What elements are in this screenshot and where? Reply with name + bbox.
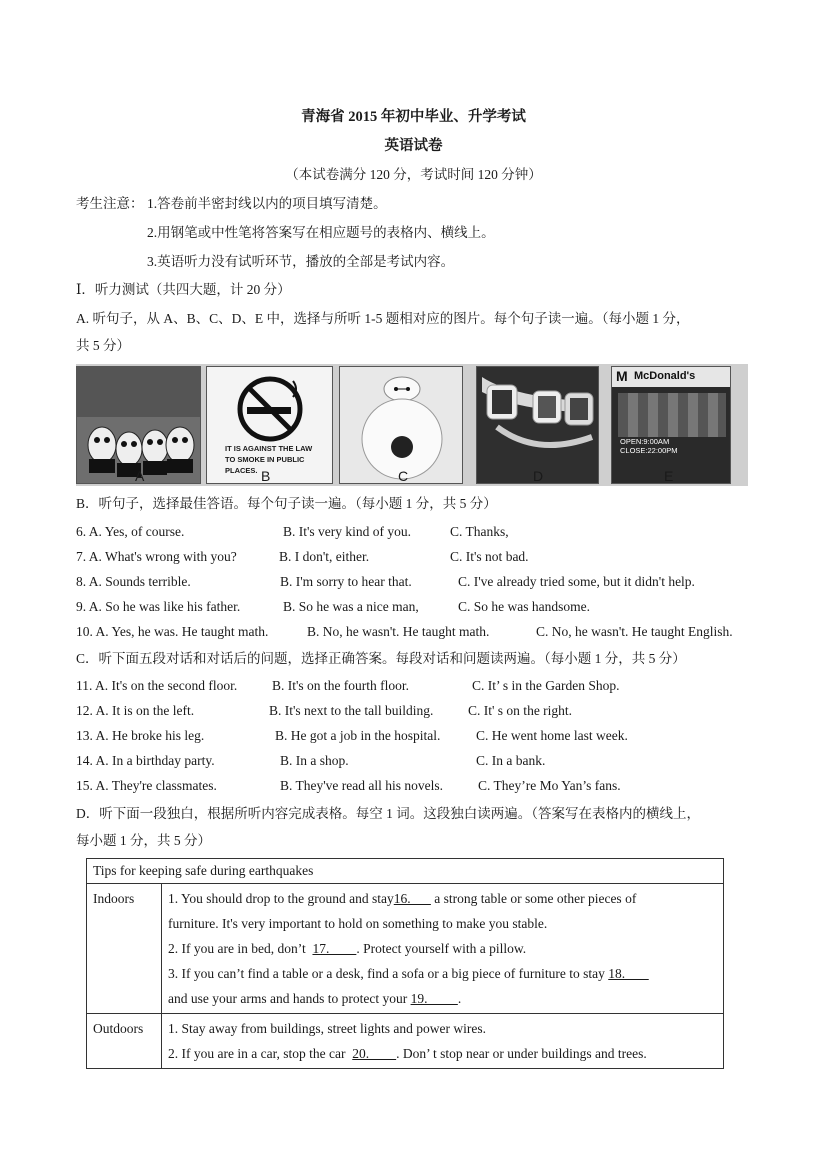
picture-caption-d: D bbox=[533, 468, 544, 484]
picture-caption-b: B bbox=[261, 468, 271, 484]
notice-item: 2.用钢笔或中性笔将答案写在相应题号的表格内、横线上。 bbox=[147, 225, 495, 240]
blank-20[interactable]: 20. bbox=[352, 1046, 397, 1061]
tip-line: furniture. It's very important to hold on something to make you stable. bbox=[168, 916, 548, 931]
question-option: C. No, he wasn't. He taught English. bbox=[536, 624, 733, 639]
sectionB-instructions: B．听句子，选择最佳答语。每个句子读一遍。（每小题 1 分，共 5 分） bbox=[76, 496, 497, 511]
open-time: OPEN:9:00AM bbox=[620, 437, 670, 446]
storefront-windows bbox=[618, 393, 726, 437]
question-option: C. In a bank. bbox=[476, 753, 546, 768]
question-option: C. He went home last week. bbox=[476, 728, 628, 743]
picture-e-restaurant bbox=[611, 366, 731, 484]
tip-line: 1. You should drop to the ground and stay16. a strong table or some other pieces of bbox=[168, 891, 637, 906]
part1-heading: Ⅰ．听力测试（共四大题，计 20 分） bbox=[76, 282, 291, 297]
picture-caption-e: E bbox=[664, 468, 674, 484]
sectionA-instructions-cont: 共 5 分） bbox=[76, 338, 130, 353]
question-option: 9. A. So he was like his father. bbox=[76, 599, 241, 614]
earthquake-tips-table bbox=[86, 858, 724, 1069]
blank-17[interactable]: 17. bbox=[312, 941, 357, 956]
mcdonalds-logo-icon: M bbox=[616, 368, 628, 384]
question-option: 14. A. In a birthday party. bbox=[76, 753, 215, 768]
restaurant-logo-text: McDonald's bbox=[634, 370, 696, 382]
question-option: C. Thanks, bbox=[450, 524, 509, 539]
question-option: 13. A. He broke his leg. bbox=[76, 728, 205, 743]
close-time: CLOSE:22:00PM bbox=[620, 446, 678, 455]
question-option: B. No, he wasn't. He taught math. bbox=[307, 624, 490, 639]
picture-caption-a: A bbox=[135, 468, 145, 484]
question-option: C. They’re Mo Yan’s fans. bbox=[478, 778, 621, 793]
question-option: B. They've read all his novels. bbox=[280, 778, 444, 793]
question-option: C. It' s on the right. bbox=[468, 703, 573, 718]
tip-line: and use your arms and hands to protect your 19. . bbox=[168, 991, 462, 1006]
sectionD-instructions-cont: 每小题 1 分，共 5 分） bbox=[76, 833, 211, 848]
sectionA-instructions: A. 听句子，从 A、B、C、D、E 中，选择与所听 1-5 题相对应的图片。每个句子读一遍。（每小题 1 分， bbox=[76, 311, 690, 326]
notice-prefix: 考生注意： bbox=[76, 196, 144, 211]
tip-line: 1. Stay away from buildings, street lights and power wires. bbox=[168, 1021, 486, 1036]
question-option: C. It’ s in the Garden Shop. bbox=[472, 678, 620, 693]
exam-note: （本试卷满分 120 分，考试时间 120 分钟） bbox=[285, 167, 542, 182]
table-title: Tips for keeping safe during earthquakes bbox=[87, 859, 724, 884]
sectionD-instructions: D．听下面一段独白，根据所听内容完成表格。每空 1 词。这段独白读两遍。（答案写在表格内的横线上， bbox=[76, 806, 700, 821]
blank-19[interactable]: 19. bbox=[410, 991, 458, 1006]
question-option: C. It's not bad. bbox=[450, 549, 529, 564]
indoors-label: Indoors bbox=[87, 884, 162, 1014]
question-option: B. It's next to the tall building. bbox=[269, 703, 434, 718]
question-option: B. I'm sorry to hear that. bbox=[280, 574, 412, 589]
exam-subtitle: 英语试卷 bbox=[384, 138, 443, 154]
sectionC-instructions: C．听下面五段对话和对话后的问题，选择正确答案。每段对话和问题读两遍。（每小题 1 分，共 5 分） bbox=[76, 651, 686, 666]
blank-18[interactable]: 18. bbox=[608, 966, 649, 981]
question-option: 8. A. Sounds terrible. bbox=[76, 574, 191, 589]
question-option: B. It's on the fourth floor. bbox=[272, 678, 410, 693]
question-option: 15. A. They're classmates. bbox=[76, 778, 217, 793]
question-option: B. In a shop. bbox=[280, 753, 349, 768]
blank-16[interactable]: 16. bbox=[393, 891, 431, 906]
outdoors-tips bbox=[162, 1014, 724, 1069]
picture-caption-c: C bbox=[398, 468, 409, 484]
picture-b-no-smoking-sign bbox=[206, 366, 333, 484]
question-option: C. So he was handsome. bbox=[458, 599, 590, 614]
question-option: B. It's very kind of you. bbox=[283, 524, 412, 539]
question-option: B. He got a job in the hospital. bbox=[275, 728, 441, 743]
outdoors-label: Outdoors bbox=[87, 1014, 162, 1069]
question-option: 11. A. It's on the second floor. bbox=[76, 678, 238, 693]
tip-line: 2. If you are in bed, don’t 17. . Protect yourself with a pillow. bbox=[168, 941, 527, 956]
notice-item: 1.答卷前半密封线以内的项目填写清楚。 bbox=[147, 196, 387, 211]
indoors-tips bbox=[162, 884, 724, 1014]
tip-line: 2. If you are in a car, stop the car 20. . Don’ t stop near or under buildings and trees. bbox=[168, 1046, 647, 1061]
exam-title: 青海省 2015 年初中毕业、升学考试 bbox=[301, 109, 526, 125]
notice-item: 3.英语听力没有试听环节，播放的全部是考试内容。 bbox=[147, 254, 455, 269]
picture-a-pandas bbox=[76, 366, 201, 484]
question-option: B. I don't, either. bbox=[279, 549, 370, 564]
question-option: B. So he was a nice man, bbox=[283, 599, 419, 614]
question-option: 7. A. What's wrong with you? bbox=[76, 549, 237, 564]
no-smoking-sign-text: IT IS AGAINST THE LAW TO SMOKE IN PUBLIC PLACES. bbox=[225, 444, 313, 475]
question-option: 6. A. Yes, of course. bbox=[76, 524, 185, 539]
question-option: C. I've already tried some, but it didn't help. bbox=[458, 574, 695, 589]
tip-line: 3. If you can’t find a table or a desk, find a sofa or a big piece of furniture to stay 18. bbox=[168, 966, 649, 981]
question-option: 12. A. It is on the left. bbox=[76, 703, 195, 718]
picture-d-smartwatches bbox=[476, 366, 599, 484]
opening-hours bbox=[620, 437, 678, 455]
picture-c-robot bbox=[339, 366, 463, 484]
question-option: 10. A. Yes, he was. He taught math. bbox=[76, 624, 269, 639]
